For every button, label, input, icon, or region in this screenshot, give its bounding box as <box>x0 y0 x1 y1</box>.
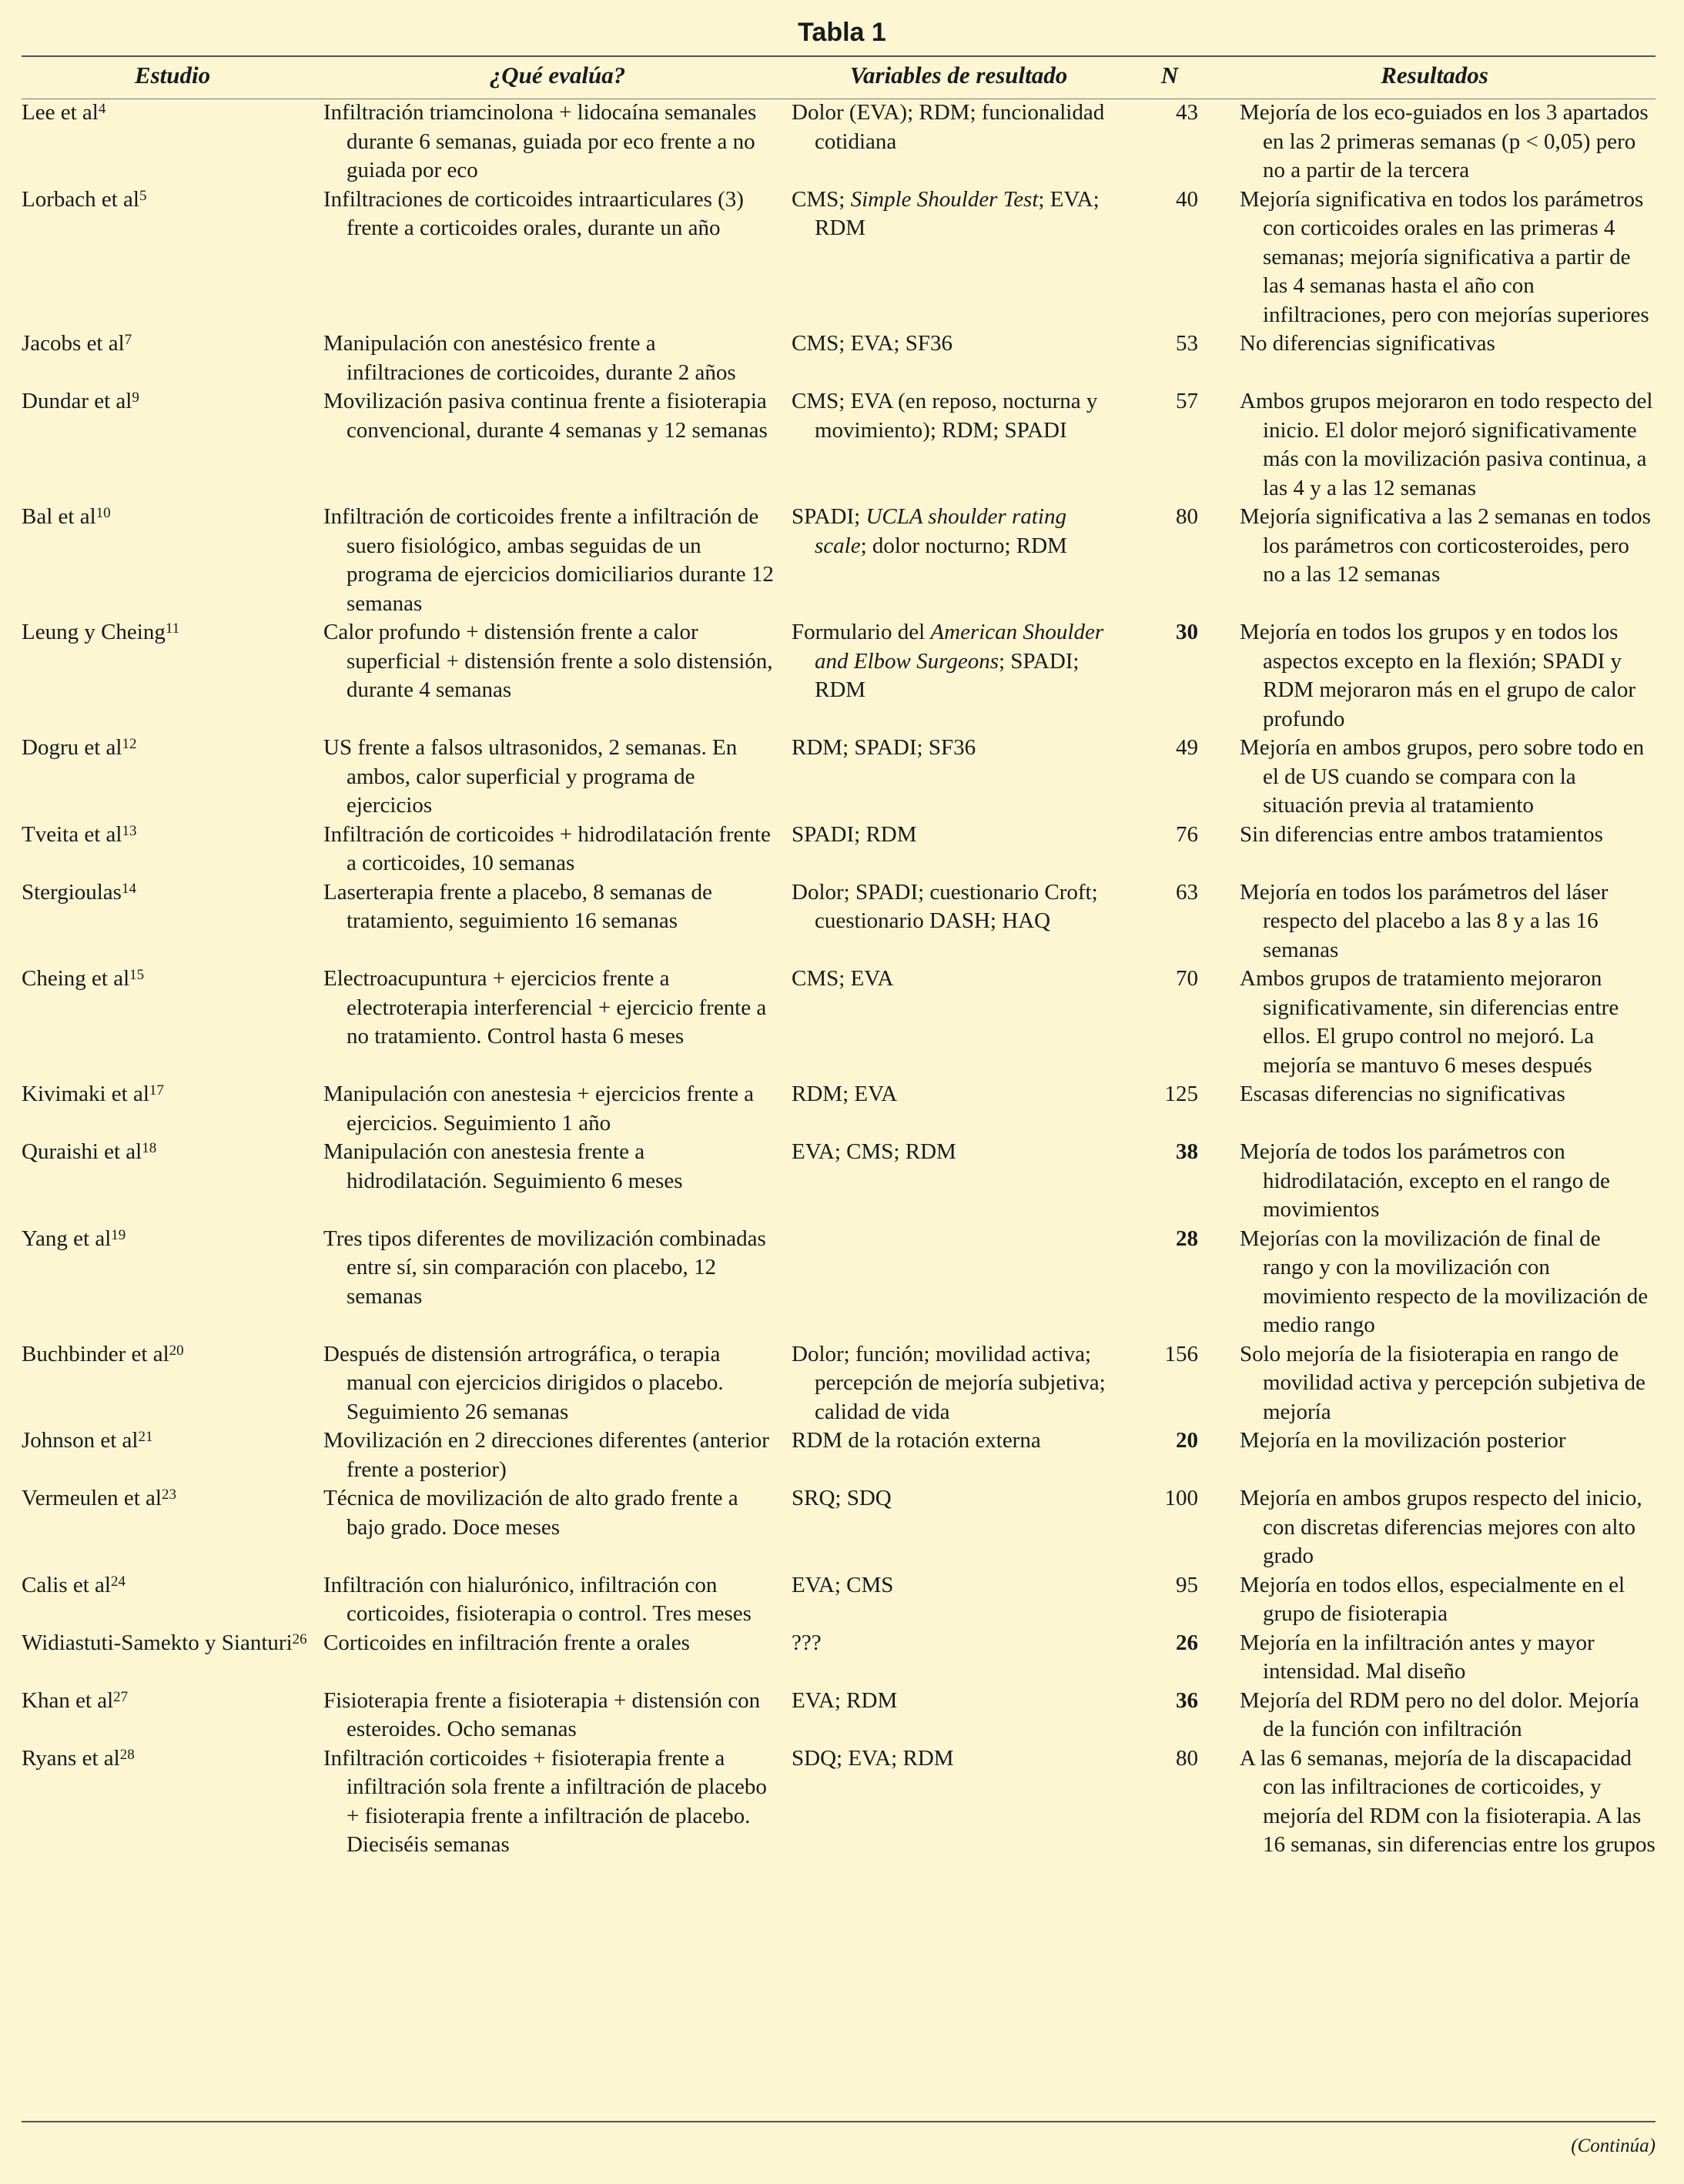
study-cell <box>22 878 323 965</box>
study-reference: 12 <box>122 736 137 752</box>
study-reference: 5 <box>139 187 147 204</box>
n-cell: 80 <box>1176 504 1198 529</box>
study-author: Buchbinder et al <box>22 1341 169 1366</box>
study-author: Leung y Cheing <box>22 620 166 644</box>
study-author: Quraishi et al <box>22 1139 142 1164</box>
results-cell: Mejoría significativa en todos los parámetros con corticoides orales en las primeras 4 semanas; mejoría significativa a partir de las 4 semanas hasta el año con infiltraciones, pero con mejorías superiores <box>1240 186 1649 327</box>
study-cell <box>22 1426 323 1484</box>
variables-cell: RDM; EVA <box>792 1082 898 1106</box>
italic-instrument-name: American Shoulder and Elbow Surgeons <box>815 620 1104 674</box>
variables-cell: ??? <box>792 1630 822 1655</box>
what-cell: Tres tipos diferentes de movilización combinadas entre sí, sin comparación con placebo, 12 semanas <box>323 1226 766 1309</box>
study-reference: 19 <box>111 1226 126 1243</box>
study-reference: 14 <box>121 880 136 897</box>
variables-cell: SRQ; SDQ <box>792 1486 892 1510</box>
study-reference: 17 <box>149 1082 164 1099</box>
study-reference: 20 <box>169 1342 184 1359</box>
what-cell: Infiltración de corticoides + hidrodilatación frente a corticoides, 10 semanas <box>323 821 771 875</box>
study-reference: 18 <box>142 1140 157 1156</box>
variables-cell: CMS; Simple Shoulder Test; EVA; RDM <box>792 186 1100 240</box>
study-author: Calis et al <box>22 1572 111 1597</box>
n-cell: 100 <box>1164 1486 1198 1510</box>
table-row <box>22 1571 1656 1629</box>
study-author: Lorbach et al <box>22 186 139 212</box>
table-row <box>22 618 1656 734</box>
continuation-note: (Continúa) <box>1571 2136 1656 2156</box>
n-cell: 63 <box>1176 879 1198 905</box>
table-row <box>22 734 1656 821</box>
study-author: Bal et al <box>22 504 96 529</box>
study-reference: 13 <box>122 822 137 839</box>
table-body <box>22 99 1656 1860</box>
variables-cell: SDQ; EVA; RDM <box>792 1745 954 1771</box>
study-cell <box>22 965 323 1080</box>
results-cell: Escasas diferencias no significativas <box>1240 1082 1565 1106</box>
italic-instrument-name: UCLA shoulder rating scale <box>815 504 1066 558</box>
results-cell: Mejoría significativa a las 2 semanas en todos los parámetros con corticosteroides, pero no a las 12 semanas <box>1240 504 1651 587</box>
study-cell <box>22 618 323 734</box>
variables-cell: RDM; SPADI; SF36 <box>792 735 976 760</box>
variables-cell: Formulario del American Shoulder and Elbow Surgeons; SPADI; RDM <box>792 620 1104 702</box>
italic-instrument-name: Simple Shoulder Test <box>850 186 1039 212</box>
header-vars: Variables de resultado <box>849 62 1068 89</box>
variables-cell: Dolor; función; movilidad activa; percepción de mejoría subjetiva; calidad de vida <box>792 1341 1106 1424</box>
n-cell: 28 <box>1176 1226 1198 1251</box>
results-cell: Mejoría del RDM pero no del dolor. Mejoría de la función con infiltración <box>1240 1687 1639 1741</box>
study-cell <box>22 1629 323 1687</box>
table-row <box>22 1138 1656 1225</box>
results-cell: Ambos grupos mejoraron en todo respecto del inicio. El dolor mejoró significativamente más con la movilización pasiva continua, a las 4 y a las 12 semanas <box>1240 389 1653 500</box>
n-cell: 26 <box>1176 1630 1198 1655</box>
what-cell: Manipulación con anestesia + ejercicios frente a ejercicios. Seguimiento 1 año <box>323 1082 755 1135</box>
what-cell: Laserterapia frente a placebo, 8 semanas de tratamiento, seguimiento 16 semanas <box>323 879 712 933</box>
results-cell: Ambos grupos de tratamiento mejoraron significativamente, sin diferencias entre ellos. El grupo control no mejoró. La mejoría se mantuvo 6 meses después <box>1240 966 1619 1078</box>
study-cell <box>22 1138 323 1225</box>
results-cell: Mejoría de los eco-guiados en los 3 apartados en las 2 primeras semanas (p < 0,05) pero no a partir de la tercera <box>1240 100 1649 182</box>
study-cell <box>22 503 323 618</box>
study-cell <box>22 186 323 330</box>
study-author: Lee et al <box>22 100 99 125</box>
n-cell: 53 <box>1176 331 1198 356</box>
study-reference: 11 <box>165 620 180 637</box>
table-row <box>22 1080 1656 1138</box>
n-cell: 80 <box>1176 1745 1198 1771</box>
header-row <box>22 57 1656 99</box>
what-cell: Infiltración con hialurónico, infiltración con corticoides, fisioterapia o control. Tres meses <box>323 1572 752 1626</box>
study-cell <box>22 329 323 387</box>
results-cell: Solo mejoría de la fisioterapia en rango de movilidad activa y percepción subjetiva de mejoría <box>1240 1341 1645 1424</box>
results-cell: Mejorías con la movilización de final de rango y con la movilización con movimiento respecto de la movilización de medio rango <box>1240 1226 1649 1337</box>
study-cell <box>22 387 323 503</box>
study-cell <box>22 1571 323 1629</box>
table-row <box>22 387 1656 503</box>
n-cell: 49 <box>1176 735 1198 760</box>
study-reference: 23 <box>161 1487 176 1503</box>
variables-cell: CMS; EVA (en reposo, nocturna y movimiento); RDM; SPADI <box>792 389 1098 443</box>
study-author: Dundar et al <box>22 389 132 413</box>
what-cell: Infiltración corticoides + fisioterapia frente a infiltración sola frente a infiltración de placebo + fisioterapia frente a infiltración de placebo. Dieciséis semanas <box>323 1745 767 1857</box>
table-row <box>22 821 1656 878</box>
study-author: Jacobs et al <box>22 331 125 356</box>
what-cell: Infiltración triamcinolona + lidocaína semanales durante 6 semanas, guiada por eco frente a no guiada por eco <box>323 100 757 182</box>
table-row <box>22 1426 1656 1484</box>
variables-cell: CMS; EVA <box>792 966 894 991</box>
variables-cell: Dolor (EVA); RDM; funcionalidad cotidiana <box>792 100 1105 154</box>
table-row <box>22 1225 1656 1340</box>
table-row <box>22 1340 1656 1427</box>
table-row <box>22 1629 1656 1687</box>
study-author: Cheing et al <box>22 966 130 991</box>
study-reference: 27 <box>113 1688 129 1705</box>
what-cell: US frente a falsos ultrasonidos, 2 semanas. En ambos, calor superficial y programa de ejercicios <box>323 735 738 818</box>
header-n: N <box>1160 62 1179 89</box>
what-cell: Después de distensión artrográfica, o terapia manual con ejercicios dirigidos o placebo. Seguimiento 26 semanas <box>323 1341 724 1424</box>
study-cell <box>22 734 323 821</box>
n-cell: 70 <box>1176 966 1198 991</box>
variables-cell: SPADI; UCLA shoulder rating scale; dolor nocturno; RDM <box>792 504 1067 558</box>
what-cell: Fisioterapia frente a fisioterapia + distensión con esteroides. Ocho semanas <box>323 1687 761 1741</box>
table-row <box>22 1687 1656 1744</box>
study-reference: 15 <box>129 967 145 983</box>
table-row <box>22 1484 1656 1571</box>
variables-cell: EVA; RDM <box>792 1687 898 1713</box>
study-reference: 26 <box>292 1630 307 1647</box>
table-row <box>22 186 1656 330</box>
what-cell: Manipulación con anestésico frente a infiltraciones de corticoides, durante 2 años <box>323 331 736 385</box>
table-row <box>22 99 1656 186</box>
n-cell: 30 <box>1176 620 1198 644</box>
header-results: Resultados <box>1381 62 1488 89</box>
study-author: Johnson et al <box>22 1428 139 1453</box>
n-cell: 40 <box>1176 186 1198 212</box>
variables-cell <box>792 1225 1126 1340</box>
n-cell: 95 <box>1176 1572 1198 1597</box>
bottom-rule <box>22 2121 1656 2122</box>
study-reference: 21 <box>138 1429 153 1445</box>
study-cell <box>22 1687 323 1744</box>
results-cell: No diferencias significativas <box>1240 331 1495 356</box>
variables-cell: SPADI; RDM <box>792 821 917 847</box>
variables-cell: RDM de la rotación externa <box>792 1428 1041 1453</box>
study-reference: 24 <box>110 1573 126 1590</box>
study-cell <box>22 99 323 186</box>
what-cell: Infiltración de corticoides frente a infiltración de suero fisiológico, ambas seguidas de un programa de ejercicios domiciliarios durante 12 semanas <box>323 504 774 616</box>
header-what: ¿Qué evalúa? <box>489 62 626 89</box>
n-cell: 36 <box>1176 1687 1198 1713</box>
variables-cell: CMS; EVA; SF36 <box>792 331 952 356</box>
table-row <box>22 965 1656 1080</box>
what-cell: Corticoides en infiltración frente a orales <box>323 1630 690 1655</box>
study-reference: 4 <box>98 101 106 117</box>
n-cell: 76 <box>1176 821 1198 847</box>
n-cell: 156 <box>1164 1341 1198 1366</box>
study-cell <box>22 1484 323 1571</box>
what-cell: Movilización pasiva continua frente a fisioterapia convencional, durante 4 semanas y 12 semanas <box>323 389 768 443</box>
results-cell: Mejoría de todos los parámetros con hidrodilatación, excepto en el rango de movimientos <box>1240 1139 1610 1222</box>
study-cell <box>22 1080 323 1138</box>
study-author: Vermeulen et al <box>22 1486 162 1510</box>
study-reference: 10 <box>95 505 111 521</box>
study-author: Ryans et al <box>22 1745 120 1771</box>
study-cell <box>22 1744 323 1860</box>
study-author: Stergioulas <box>22 879 122 905</box>
n-cell: 43 <box>1176 100 1198 125</box>
study-author: Kivimaki et al <box>22 1082 149 1106</box>
what-cell: Movilización en 2 direcciones diferentes (anterior frente a posterior) <box>323 1428 769 1482</box>
results-cell: Sin diferencias entre ambos tratamientos <box>1240 821 1603 847</box>
what-cell: Electroacupuntura + ejercicios frente a electroterapia interferencial + ejercicio frente a no tratamiento. Control hasta 6 meses <box>323 966 767 1049</box>
n-cell: 125 <box>1164 1082 1198 1106</box>
variables-cell: EVA; CMS; RDM <box>792 1139 956 1164</box>
study-author: Tveita et al <box>22 821 122 847</box>
what-cell: Calor profundo + distensión frente a calor superficial + distensión frente a solo distensión, durante 4 semanas <box>323 620 773 702</box>
what-cell: Manipulación con anestesia frente a hidrodilatación. Seguimiento 6 meses <box>323 1139 683 1193</box>
n-cell: 38 <box>1176 1139 1198 1164</box>
results-cell: Mejoría en la movilización posterior <box>1240 1428 1566 1453</box>
n-cell: 57 <box>1176 389 1198 413</box>
study-cell <box>22 821 323 878</box>
study-cell <box>22 1340 323 1427</box>
what-cell: Técnica de movilización de alto grado frente a bajo grado. Doce meses <box>323 1486 738 1540</box>
n-cell: 20 <box>1176 1428 1198 1453</box>
variables-cell: EVA; CMS <box>792 1572 894 1597</box>
results-cell: Mejoría en la infiltración antes y mayor intensidad. Mal diseño <box>1240 1630 1595 1684</box>
study-author: Widiastuti-Samekto y Sianturi <box>22 1630 293 1655</box>
study-reference: 28 <box>119 1746 135 1763</box>
results-cell: Mejoría en todos ellos, especialmente en el grupo de fisioterapia <box>1240 1572 1625 1626</box>
table-row <box>22 503 1656 618</box>
study-reference: 9 <box>132 390 139 406</box>
variables-cell: Dolor; SPADI; cuestionario Croft; cuestionario DASH; HAQ <box>792 879 1098 933</box>
results-cell: Mejoría en ambos grupos, pero sobre todo en el de US cuando se compara con la situación previa al tratamiento <box>1240 735 1645 818</box>
study-author: Yang et al <box>22 1226 112 1251</box>
study-cell <box>22 1225 323 1340</box>
header-study: Estudio <box>134 62 211 89</box>
study-author: Dogru et al <box>22 735 122 760</box>
table-row <box>22 1744 1656 1860</box>
table-row <box>22 329 1656 387</box>
studies-table <box>22 57 1656 1860</box>
results-cell: Mejoría en todos los parámetros del láser respecto del placebo a las 8 y a las 16 semanas <box>1240 879 1609 962</box>
results-cell: Mejoría en ambos grupos respecto del inicio, con discretas diferencias mejores con alto grado <box>1240 1486 1642 1568</box>
results-cell: Mejoría en todos los grupos y en todos los aspectos excepto en la flexión; SPADI y RDM mejoraron más en el grupo de calor profundo <box>1240 620 1635 731</box>
table-title: Tabla 1 <box>798 18 886 47</box>
table-row <box>22 878 1656 965</box>
what-cell: Infiltraciones de corticoides intraarticulares (3) frente a corticoides orales, durante un año <box>323 186 744 240</box>
study-reference: 7 <box>124 332 132 348</box>
results-cell: A las 6 semanas, mejoría de la discapacidad con las infiltraciones de corticoides, y mejoría del RDM con la fisioterapia. A las 16 semanas, sin diferencias entre los grupos <box>1240 1745 1656 1857</box>
study-author: Khan et al <box>22 1687 114 1713</box>
